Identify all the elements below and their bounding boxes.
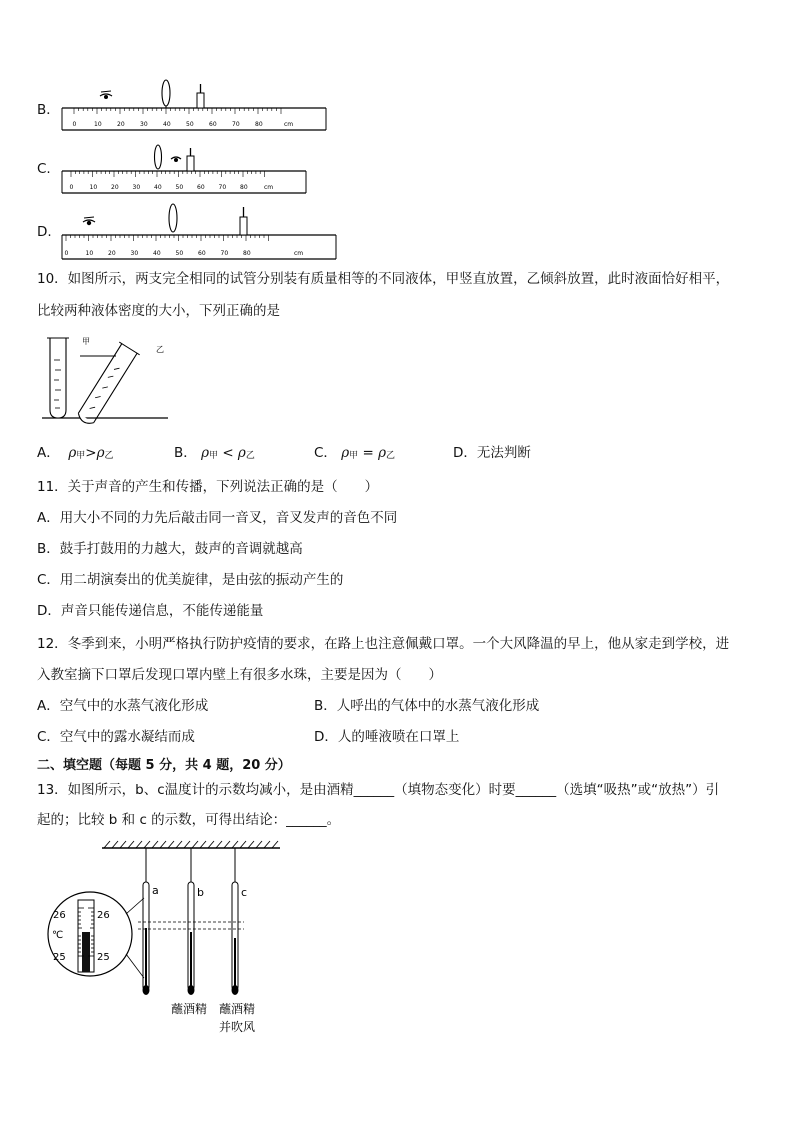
- ruler-label: 70: [232, 121, 240, 128]
- q12-option-d: D．人的唾液喷在口罩上: [314, 729, 460, 745]
- ceiling-hatch: [104, 841, 278, 848]
- eye-icon: [171, 157, 181, 162]
- q11-option-b: B．鼓手打鼓用的力越大，鼓声的音调就越高: [37, 541, 303, 557]
- convex-lens: [155, 145, 162, 169]
- q10-option-d: D．无法判断: [453, 445, 531, 461]
- eye-icon: [83, 217, 95, 225]
- label-a: a: [152, 884, 159, 897]
- label-jia: 甲: [82, 337, 90, 346]
- ruler-label: 70: [220, 250, 229, 257]
- q10-option-a: A． ρ甲>ρ乙: [37, 445, 114, 461]
- tube-yi: [73, 342, 139, 424]
- q12-option-a: A．空气中的水蒸气液化形成: [37, 698, 209, 714]
- ruler-label: 20: [108, 250, 116, 257]
- option-label: D.: [37, 224, 52, 240]
- candle: [187, 156, 194, 171]
- ruler-label: 10: [85, 250, 94, 257]
- label-b: b: [197, 886, 204, 899]
- convex-lens: [162, 80, 170, 106]
- svg-text:25: 25: [97, 952, 110, 963]
- q11-stem: 11．关于声音的产生和传播，下列说法正确的是（ ）: [37, 479, 379, 495]
- eye-icon: [100, 91, 112, 99]
- tube-jia: [50, 338, 66, 418]
- thermometer-b: [188, 882, 195, 995]
- svg-text:26: 26: [97, 910, 110, 921]
- q12-option-b: B．人呼出的气体中的水蒸气液化形成: [314, 698, 540, 714]
- ruler-label: 60: [197, 184, 205, 191]
- q10-option-b: B． ρ甲 < ρ乙: [174, 445, 255, 461]
- thermometer-figure: [44, 838, 284, 1038]
- ruler-ticks: [71, 171, 265, 177]
- q10-stem-line1: 10．如图所示，两支完全相同的试管分别装有质量相等的不同液体，甲竖直放置，乙倾斜放置，此时液面恰好相平，: [37, 271, 730, 287]
- ruler-label: 30: [130, 250, 139, 257]
- option-label: C.: [37, 161, 51, 177]
- ruler-label: 30: [132, 184, 141, 191]
- thermometer-c: [232, 882, 239, 995]
- magnified-scale: [48, 892, 144, 978]
- unit-label: cm: [264, 184, 274, 191]
- ruler-label: 60: [198, 250, 206, 257]
- label-c: c: [241, 886, 248, 899]
- ruler-label: 30: [140, 121, 148, 128]
- ruler-label: 0: [72, 121, 77, 128]
- ruler-label: 70: [218, 184, 227, 191]
- q10-option-c: C． ρ甲 = ρ乙: [314, 445, 396, 461]
- ruler-label: 80: [255, 121, 263, 128]
- ruler-label: 20: [111, 184, 119, 191]
- unit-label: cm: [284, 121, 294, 128]
- q12-stem-line2: 入教室摘下口罩后发现口罩内壁上有很多水珠，主要是因为（ ）: [37, 667, 442, 683]
- ruler-label: 20: [117, 121, 125, 128]
- svg-text:℃: ℃: [52, 930, 64, 941]
- ruler-ticks: [74, 108, 281, 114]
- unit-label: cm: [294, 250, 304, 257]
- q10-stem-line2: 比较两种液体密度的大小，下列正确的是: [37, 303, 280, 319]
- ruler-labels: [70, 184, 248, 191]
- q12-option-c: C．空气中的露水凝结而成: [37, 729, 195, 745]
- convex-lens: [169, 204, 177, 232]
- candle: [197, 93, 204, 108]
- ruler-label: 50: [186, 121, 194, 128]
- ruler-label: 0: [69, 184, 74, 191]
- ruler-label: 40: [154, 184, 162, 191]
- ruler-labels: [65, 250, 251, 257]
- q13-stem-line2: 起的；比较 b 和 c 的示数，可得出结论：______。: [37, 812, 341, 828]
- q11-option-c: C．用二胡演奏出的优美旋律，是由弦的振动产生的: [37, 572, 344, 588]
- optical-bench-d: [58, 203, 340, 261]
- ruler-labels: [73, 121, 263, 128]
- section-heading: 二、填空题（每题 5 分，共 4 题，20 分）: [37, 758, 291, 773]
- svg-text:25: 25: [53, 952, 66, 963]
- ruler-label: 50: [175, 250, 184, 257]
- optical-bench-b: [58, 78, 330, 132]
- ruler-label: 40: [163, 121, 171, 128]
- ruler-label: 50: [175, 184, 184, 191]
- ruler-label: 10: [89, 184, 98, 191]
- optical-bench-c: [58, 143, 310, 195]
- q13-stem-line1: 13．如图所示，b、c温度计的示数均减小，是由酒精______（填物态变化）时要______（选填“吸热”或“放热”）引: [37, 782, 720, 798]
- caption-b: 蘸酒精: [171, 1002, 208, 1016]
- svg-text:26: 26: [53, 910, 66, 921]
- q11-option-a: A．用大小不同的力先后敲击同一音叉，音叉发声的音色不同: [37, 510, 398, 526]
- ruler-label: 0: [64, 250, 69, 257]
- option-label: B．: [37, 102, 60, 118]
- label-yi: 乙: [156, 345, 164, 354]
- ruler-ticks: [66, 235, 269, 241]
- test-tube-figure: [40, 334, 172, 424]
- caption-c-line1: 蘸酒精: [219, 1002, 256, 1016]
- q11-option-d: D．声音只能传递信息，不能传递能量: [37, 603, 264, 619]
- q12-stem-line1: 12．冬季到来，小明严格执行防护疫情的要求，在路上也注意佩戴口罩。一个大风降温的早上，他从家走到学校，进: [37, 636, 730, 652]
- ruler-label: 10: [94, 121, 102, 128]
- ruler-label: 40: [153, 250, 161, 257]
- ruler-label: 80: [240, 184, 248, 191]
- candle: [240, 217, 247, 235]
- ruler-label: 60: [209, 121, 217, 128]
- caption-c-line2: 并吹风: [219, 1020, 256, 1034]
- ruler-label: 80: [243, 250, 251, 257]
